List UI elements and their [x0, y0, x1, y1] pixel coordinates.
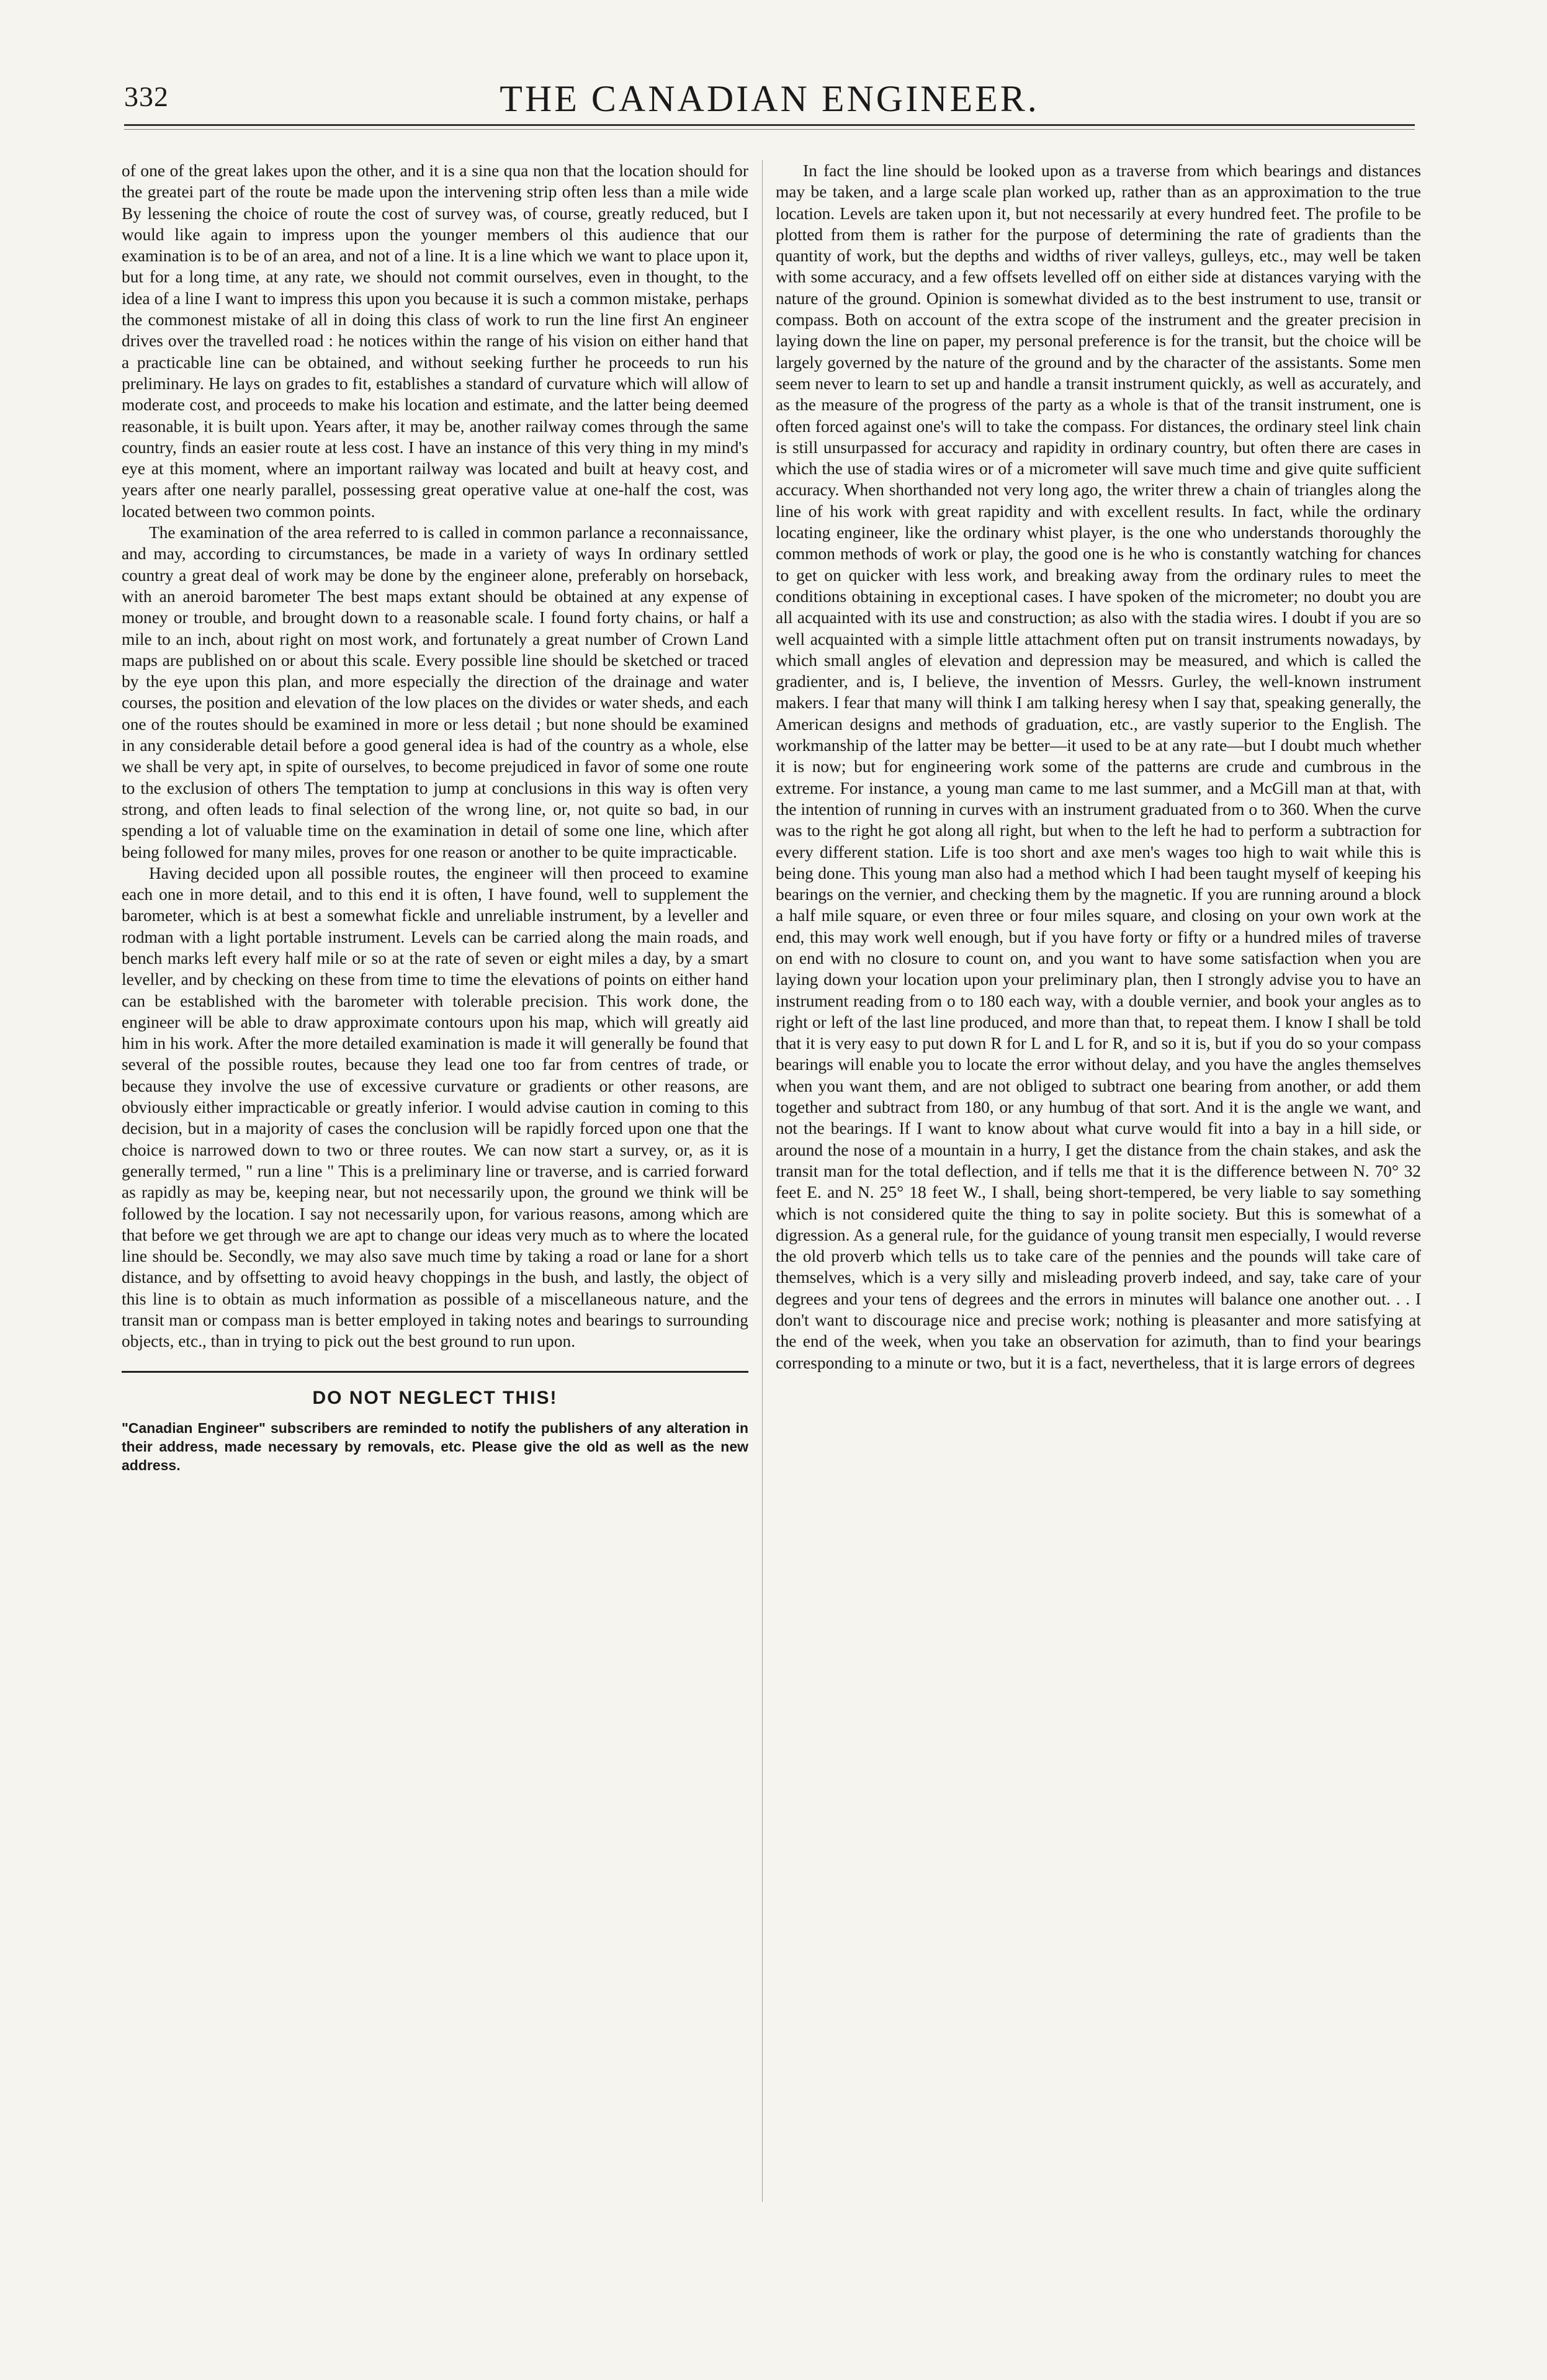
paragraph: of one of the great lakes upon the other, and it is a sine qua non that the location should for the greatei part of the route be made upon the intervening strip often less than a mile wide By lessening the choice of route the cost of survey was, of course, greatly reduced, but I would like again to impress upon the younger members ol this audience that our examination is to be of an area, and not of a line. It is a line which we want to place upon it, but for a long time, at any rate, we should not commit ourselves, even in thought, to the idea of a line I want to impress this upon you because it is such a common mistake, perhaps the commonest mistake of all in doing this class of work to run the line first An engineer drives over the travelled road : he notices within the range of his vision on either hand that a practicable line can be obtained, and without seeking further he proceeds to run his preliminary. He lays on grades to fit, establishes a standard of curvature which will allow of moderate cost, and proceeds to make his location and estimate, and the latter being deemed reasonable, it is built upon. Years after, it may be, another railway comes through the same country, finds an easier route at less cost. I have an instance of this very thing in my mind's eye at this moment, where an important railway was located and built at heavy cost, and years after one nearly parallel, possessing great operative value at one-half the cost, was located between two common points. — [122, 161, 748, 521]
column-divider — [762, 160, 763, 2202]
page-number: 332 — [124, 81, 169, 112]
notice-body: "Canadian Engineer" subscribers are reminded to notify the publishers of any alteration in their address, made necessary by removals, etc. Please give the old as well as the new address. — [122, 1419, 748, 1473]
paragraph: Having decided upon all possible routes, the engineer will then proceed to examine each one in more detail, and to this end it is often, I have found, well to supplement the barometer, which is at best a somewhat fickle and unreliable instrument, by a leveller and rodman with a light portable instrument. Levels can be carried along the main roads, and bench marks left every half mile or so at the rate of seven or eight miles a day, by a smart leveller, and by checking on these from time to time the elevations of points on either hand can be established with the barometer with tolerable precision. This work done, the engineer will be able to draw approximate contours upon his map, which will greatly aid him in his work. After the more detailed examination is made it will generally be found that several of the possible routes, because they lead one too far from centres of trade, or because they involve the use of excessive curvature or gradients or other reasons, are obviously either impracticable or greatly inferior. I would advise caution in coming to this decision, but in a majority of cases the conclusion will be rapidly forced upon one that the choice is narrowed down to two or three routes. We can now start a survey, or, as it is generally termed, " run a line " This is a preliminary line or traverse, and is carried forward as rapidly as may be, keeping near, but not necessarily upon, the ground we think will be followed by the location. I say not necessarily upon, for various reasons, among which are that before we get through we are apt to change our ideas very much as to where the located line should be. Secondly, we may also save much time by taking a road or lane for a short distance, and by offsetting to avoid heavy choppings in the bush, and lastly, the object of this line is to obtain as much information as possible of a miscellaneous nature, and the transit man or compass man is better employed in taking notes and bearings to surrounding objects, etc., than in trying to pick out the best ground to run upon. — [122, 863, 748, 1351]
page-header — [124, 78, 1415, 121]
header-rule-thin — [124, 129, 1415, 130]
notice-heading: DO NOT NEGLECT THIS! — [312, 1387, 558, 1408]
notice-rule — [122, 1371, 748, 1373]
right-column — [776, 160, 1421, 2233]
notice-box — [122, 1371, 748, 1475]
header-rule — [124, 124, 1415, 126]
paragraph: The examination of the area referred to is called in common parlance a reconnaissance, and may, according to circumstances, be made in a variety of ways In ordinary settled country a great deal of work may be done by the engineer alone, preferably on horseback, with an aneroid barometer The best maps extant should be obtained at any expense of money or trouble, and brought down to a reasonable scale. I found forty chains, or half a mile to an inch, about right on most work, and fortunately a great number of Crown Land maps are published on or about this scale. Every possible line should be sketched or traced by the eye upon this plan, and more especially the direction of the drainage and water courses, the position and elevation of the low places on the divides or water sheds, and each one of the routes should be examined in more or less detail ; but none should be examined in any considerable detail before a good general idea is had of the country as a whole, else we shall be very apt, in spite of ourselves, to become prejudiced in favor of some one route to the exclusion of others The temptation to jump at conclusions in this way is often very strong, and often leads to final selection of the wrong line, or, not quite so bad, in our spending a lot of valuable time on the examination in detail of some one line, which after being followed for many miles, proves for one reason or another to be quite impracticable. — [122, 523, 748, 861]
left-column — [122, 160, 748, 2233]
paragraph: In fact the line should be looked upon as a traverse from which bearings and distances may be taken, and a large scale plan worked up, rather than as an approximation to the true location. Levels are taken upon it, but not necessarily at every hundred feet. The profile to be plotted from them is rather for the purpose of determining the rate of gradients than the quantity of work, but the depths and widths of river valleys, gulleys, etc., may well be taken with some accuracy, and a few offsets levelled off on either side at distances varying with the nature of the ground. Opinion is somewhat divided as to the best instrument to use, transit or compass. Both on account of the extra scope of the instrument and the greater precision in laying down the line on paper, my personal preference is for the transit, but the choice will be largely governed by the nature of the ground and by the character of the assistants. Some men seem never to learn to set up and handle a transit instrument quickly, as well as accurately, and as the measure of the progress of the party as a whole is that of the transit instrument, one is often forced against one's will to take the compass. For distances, the ordinary steel link chain is still unsurpassed for accuracy and rapidity in ordinary country, but often there are cases in which the use of stadia wires or of a micrometer will save much time and give quite sufficient accuracy. When shorthanded not very long ago, the writer threw a chain of triangles along the line of his work with great rapidity and with excellent results. In fact, while the ordinary locating engineer, like the ordinary whist player, is the one who understands thoroughly the common methods of work or play, the good one is he who is constantly watching for chances to get on quicker with less work, and breaking away from the ordinary rules to meet the conditions obtaining in exceptional cases. I have spoken of the micrometer; no doubt you are all acquainted with its use and construction; as also with the stadia wires. I doubt if you are so well acquainted with a simple little attachment often put on transit instruments nowadays, by which small angles of elevation and depression may be measured, and which is called the gradienter, and is, I believe, the invention of Messrs. Gurley, the well-known instrument makers. I fear that many will think I am talking heresy when I say that, speaking generally, the American designs and methods of graduation, etc., are vastly superior to the English. The workmanship of the latter may be better—it used to be at any rate—but I doubt much whether it is now; but for engineering work some of the patterns are crude and cumbrous in the extreme. For instance, a young man came to me last summer, and a McGill man at that, with the intention of running in curves with an instrument graduated from o to 360. When the curve was to the right he got along all right, but when to the left he had to perform a subtraction for every different station. Life is too short and axe men's wages too high to wait while this is being done. This young man also had a method which I had been taught myself of keeping his bearings on the vernier, and checking them by the magnetic. If you are running around a block a half mile square, or even three or four miles square, and closing on your own work at the end, this may work well enough, but if you have forty or fifty or a hundred miles of traverse on end with no closure to count on, and you want to have some satisfaction when you are laying down your location upon your preliminary plan, then I strongly advise you to have an instrument reading from o to 180 each way, with a double vernier, and book your angles as to right or left of the last line produced, and more than that, to repeat them. I know I shall be told that it is very easy to put down R for L and L for R, and so it is, but if you do so your compass bearings will enable you to locate the error without delay, and you have the angles themselves when you want them, and are not obliged to subtract one bearing from another, or add them together and subtract from 180, or any humbug of that sort. And it is the angle we want, and not the bearings. If I want to know about what curve would fit into a bay in a hill side, or around the nose of a mountain in a hurry, I get the distance from the chain stakes, and ask the transit man for the total deflection, and if tells me that it is the difference between N. 70° 32 feet E. and N. 25° 18 feet W., I shall, being short-tempered, be very liable to say something which is not considered quite the thing to say in polite society. But this is somewhat of a digression. As a general rule, for the guidance of young transit men especially, I would reverse the old proverb which tells us to take care of the pennies and the pounds will take care of themselves, which is a very silly and misleading proverb indeed, and say, take care of your degrees and your tens of degrees and the errors in minutes will balance one another out. . . I don't want to discourage nice and precise work; nothing is pleasanter and more satisfying at the end of the week, when you take an observation for azimuth, than to find your bearings corresponding to a minute or two, but it is a fact, nevertheless, that it is large errors of degrees — [776, 161, 1421, 1372]
running-title: THE CANADIAN ENGINEER. — [500, 78, 1039, 119]
